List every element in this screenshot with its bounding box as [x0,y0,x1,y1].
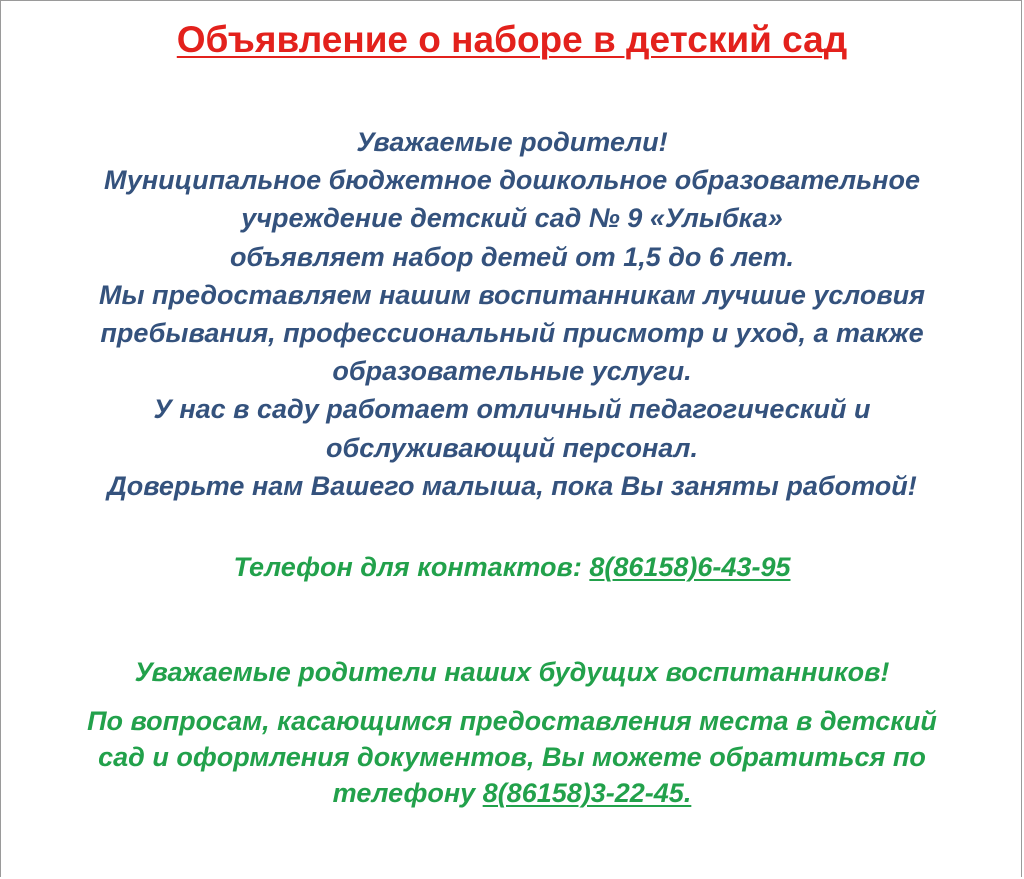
questions-phone-link[interactable]: 8(86158)3-22-45. [482,778,692,808]
contact-line [1,548,1023,586]
intro-text [1,123,1023,505]
parents-heading [1,653,1023,691]
intro-line: объявляет набор детей от 1,5 до 6 лет. [229,241,795,272]
page-title: Объявление о наборе в детский сад [176,19,848,60]
questions-line [1,775,1023,811]
intro-line: Доверьте нам Вашего малыша, пока Вы заняты работой! [107,470,917,501]
questions-line-prefix: телефону [332,778,483,808]
intro-line: обслуживающий персонал. [326,432,698,463]
intro-line: Уважаемые родители! [356,127,668,157]
questions-text [1,703,1023,811]
questions-line: По вопросам, касающимся предоставления места в детский [87,706,937,736]
contact-phone-link[interactable]: 8(86158)6-43-95 [589,552,791,582]
contact-label: Телефон для контактов: [233,552,590,582]
intro-line: образовательные услуги. [332,356,692,387]
contact-line-content [1,548,1023,586]
intro-line: Муниципальное бюджетное дошкольное образовательное [104,165,920,196]
intro-line: У нас в саду работает отличный педагогический и [153,394,871,425]
questions-line: сад и оформления документов, Вы можете обратиться по [98,742,926,772]
intro-line: пребывания, профессиональный присмотр и уход, а также [100,318,924,349]
parents-heading-text: Уважаемые родители наших будущих воспитанников! [134,657,890,687]
intro-line: учреждение детский сад № 9 «Улыбка» [241,203,783,234]
intro-line: Мы предоставляем нашим воспитанникам лучшие условия [98,279,926,310]
